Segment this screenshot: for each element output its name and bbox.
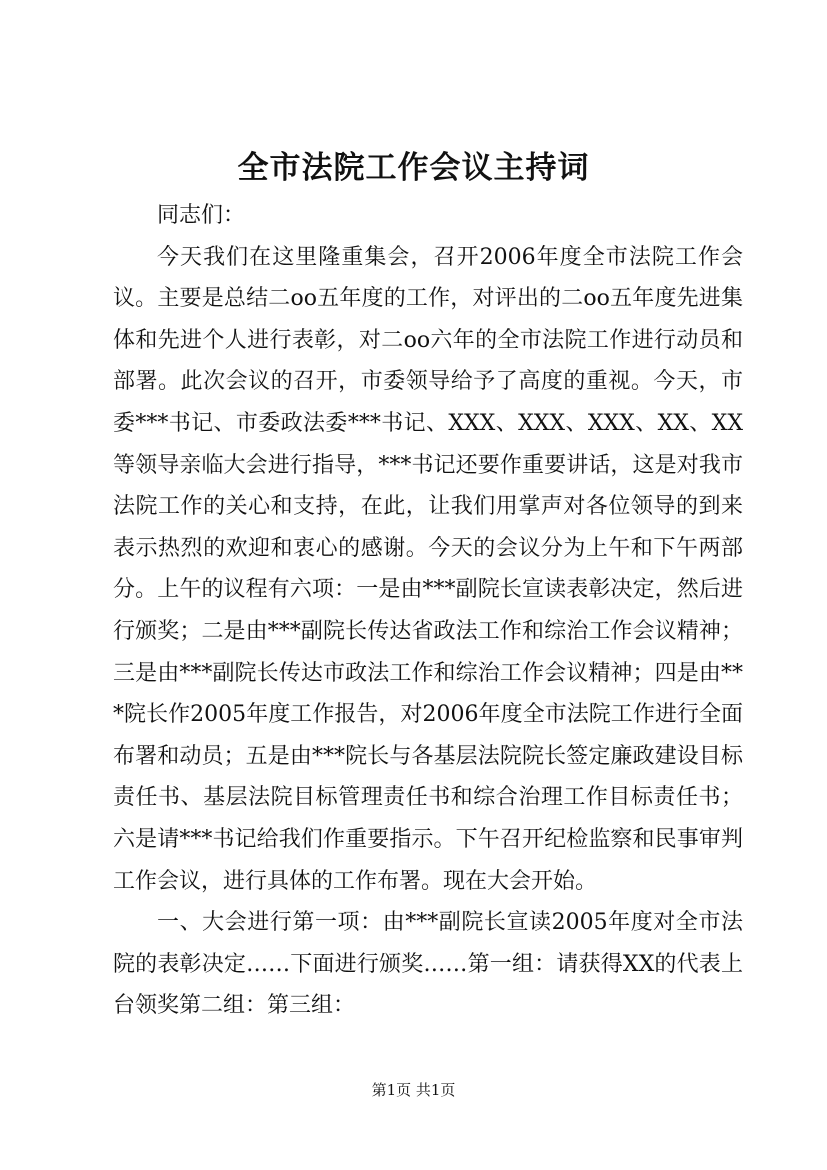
page-footer bbox=[0, 1080, 827, 1100]
page-number-label: 第1页 共1页 bbox=[371, 1081, 456, 1099]
document-body bbox=[113, 195, 743, 1027]
body-paragraph: 一、大会进行第一项：由***副院长宣读2005年度对全市法院的表彰决定……下面进行颁奖……第一组：请获得XX的代表上台领奖第二组：第三组： bbox=[113, 910, 743, 1019]
document-title: 全市法院工作会议主持词 bbox=[237, 150, 590, 186]
salutation-paragraph: 同志们： bbox=[157, 203, 246, 228]
body-paragraph: 今天我们在这里隆重集会，召开2006年度全市法院工作会议。主要是总结二oo五年度的工作，对评出的二oo五年度先进集体和先进个人进行表彰，对二oo六年的全市法院工作进行动员和部署。此次会议的召开，市委领导给予了高度的重视。今天，市委***书记、市委政法委***书记、XXX、XXX、XXX、XX、XX等领导亲临大会进行指导，***书记还要作重要讲话，这是对我市法院工作的关心和支持，在此，让我们用掌声对各位领导的到来表示热烈的欢迎和衷心的感谢。今天的会议分为上午和下午两部分。上午的议程有六项：一是由***副院长宣读表彰决定，然后进行颁奖；二是由***副院长传达省政法工作和综治工作会议精神；三是由***副院长传达市政法工作和综治工作会议精神；四是由***院长作2005年度工作报告，对2006年度全市法院工作进行全面布署和动员；五是由***院长与各基层法院院长签定廉政建设目标责任书、基层法院目标管理责任书和综合治理工作目标责任书；六是请***书记给我们作重要指示。下午召开纪检监察和民事审判工作会议，进行具体的工作布署。现在大会开始。 bbox=[113, 244, 743, 894]
